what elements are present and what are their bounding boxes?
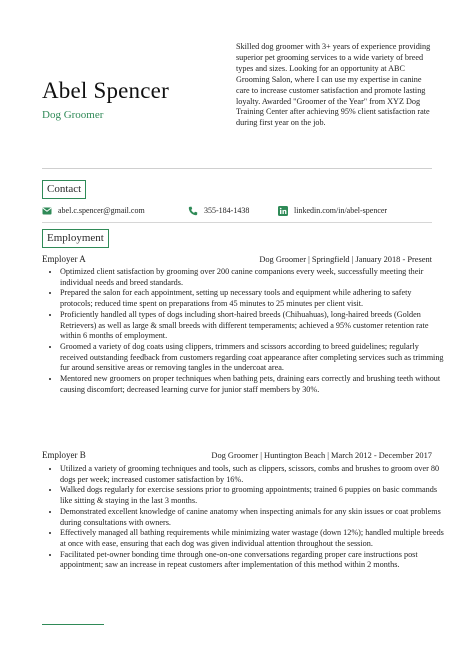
bullet-item: • Utilized a variety of grooming techniques and tools, such as clippers, scissors, combs and brushes to groom over 80 dogs per week; increased customer satisfaction by 16%. [60, 464, 444, 485]
bullet-item: • Demonstrated excellent knowledge of canine anatomy when inspecting animals for any skin issues or coat problems during consultations with owners. [60, 507, 444, 528]
header-divider [42, 168, 432, 169]
bullet-item: • Proficiently handled all types of dogs including short-haired breeds (Chihuahuas), long-haired breeds (Golden Retrievers) as well as large & small breeds with different temperaments; achieved a 95% customer retention rate within 6 months of employment. [60, 310, 444, 342]
job-meta: Dog Groomer | Springfield | January 2018 - Present [259, 255, 432, 264]
contact-email-item[interactable] [42, 205, 145, 217]
linkedin-icon [278, 206, 288, 216]
contact-heading: Contact [42, 180, 86, 199]
job-header [42, 254, 432, 265]
professional-summary: Skilled dog groomer with 3+ years of experience providing superior pet grooming services to a wide variety of breed types and sizes. Looking for an opportunity at ABC Grooming Salon, where I can use my expertise in canine care to increase customer satisfaction and promote lasting loyalty. Awarded "Groomer of the Year" from XYZ Dog Training Center after achieving 95% client satisfaction rate during first year on the job. [236, 42, 431, 128]
employer-name: Employer B [42, 450, 86, 460]
contact-linkedin-item[interactable] [278, 205, 387, 217]
job-header [42, 450, 432, 461]
bullet-item: • Prepared the salon for each appointment, setting up necessary tools and equipment while adhering to safety protocols; reduced time spent on preparations from 45 minutes to 25 minutes per client visit. [60, 288, 444, 309]
contact-phone-item[interactable] [188, 205, 249, 217]
phone-text[interactable]: 355-184-1438 [204, 206, 250, 215]
candidate-role: Dog Groomer [42, 109, 104, 121]
bullet-item: • Mentored new groomers on proper techniques when bathing pets, draining ears correctly and brushing teeth without causing discomfort; decreased learning curve for junior staff members by 30%. [60, 374, 444, 395]
employment-heading: Employment [42, 229, 109, 248]
footer-accent-line [42, 624, 104, 625]
candidate-name: Abel Spencer [42, 78, 169, 103]
employer-name: Employer A [42, 254, 86, 264]
linkedin-text[interactable]: linkedin.com/in/abel-spencer [294, 206, 388, 215]
job-meta: Dog Groomer | Huntington Beach | March 2012 - December 2017 [211, 451, 432, 460]
bullet-item: • Optimized client satisfaction by grooming over 200 canine companions every week, successfully meeting their individual needs and breed standards. [60, 267, 444, 288]
contact-divider [42, 222, 432, 223]
bullet-item: • Walked dogs regularly for exercise sessions prior to grooming appointments; trained 6 puppies on basic commands like sitting & staying in the last 3 months. [60, 485, 444, 506]
job-bullets [48, 464, 444, 571]
job-bullets [48, 267, 444, 395]
bullet-item: • Facilitated pet-owner bonding time through one-on-one conversations regarding proper care instructions post appointment; saw an increase in repeat customers after implementation of this method within 2 months. [60, 550, 444, 571]
contact-row [42, 205, 432, 217]
email-text[interactable]: abel.c.spencer@gmail.com [58, 206, 145, 215]
bullet-item: • Effectively managed all bathing requirements while minimizing water wastage (down 12%); handled multiple breeds at once with ease, ensuring that each dog was given individual attention throughout the session. [60, 528, 444, 549]
envelope-icon [42, 206, 52, 216]
phone-icon [188, 206, 198, 216]
bullet-item: • Groomed a variety of dog coats using clippers, trimmers and scissors according to breed guidelines; regularly received outstanding feedback from customers regarding coat appearance after completing services such as trimming fur around sensitive areas or removing tangles in the undercoat area. [60, 342, 444, 374]
